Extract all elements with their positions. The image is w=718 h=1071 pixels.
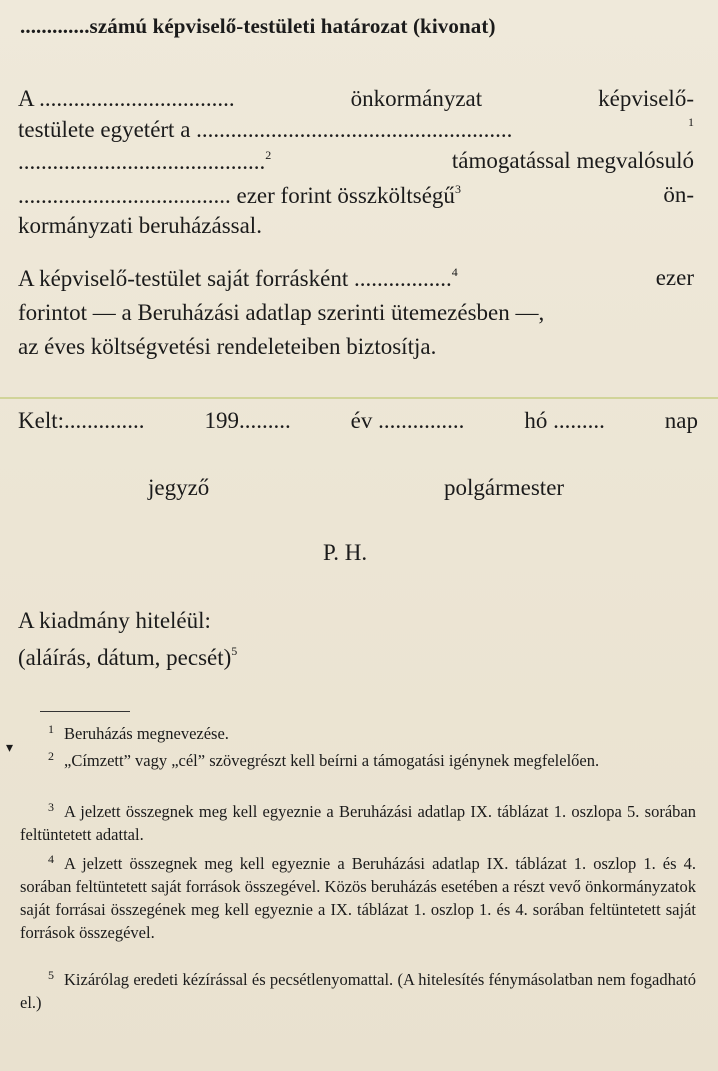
- footnote-ref-3: 3: [454, 182, 461, 196]
- date-line: [18, 408, 698, 434]
- footnote-1: [48, 718, 688, 745]
- date-year: 199.........: [204, 408, 291, 433]
- footnote-2-text: „Címzett” vagy „cél” szövegrészt kell beírni a támogatási igénynek megfelelően.: [64, 751, 600, 770]
- para1-line1: [18, 86, 694, 112]
- para1-line4-part-b: ön-: [663, 182, 694, 207]
- para2-line1: [18, 265, 694, 292]
- para2-line2: forintot — a Beruházási adatlap szerinti ütemezésben —,: [18, 300, 545, 325]
- para2-line3: az éves költségvetési rendeleteiben biztosítja.: [18, 334, 437, 359]
- footnote-4-text: A jelzett összegnek meg kell egyeznie a Beruházási adatlap IX. táblázat 1. oszlop 1. és 4. sorában feltüntetett saját források összegével. Közös beruházás esetében a részt vevő önkormányzatok saját forrásai összegének meg kell egyeznie a IX. táblázat 1. oszlop 1. és 4. sorában feltüntetett saját források összegével.: [20, 854, 696, 942]
- signature-mayor: polgármester: [444, 475, 565, 500]
- date-nap: nap: [664, 408, 698, 433]
- footnote-ref-4: 4: [451, 265, 458, 279]
- para1-line1-part-c: képviselő-: [598, 86, 694, 111]
- date-ho: hó .........: [524, 408, 605, 433]
- para1-line3: [18, 148, 694, 175]
- document-heading: .............számú képviselő-testületi határozat (kivonat): [20, 14, 496, 38]
- footnote-1-text: Beruházás megnevezése.: [64, 724, 229, 743]
- footnote-rule: [40, 711, 130, 712]
- footnote-4-number: 4: [48, 852, 54, 866]
- date-kelt: Kelt:..............: [18, 408, 145, 433]
- para1-line5: kormányzati beruházással.: [18, 213, 262, 238]
- footnote-ref-2: 2: [265, 148, 272, 162]
- footnote-1-number: 1: [48, 722, 54, 736]
- footnote-ref-5: 5: [231, 644, 238, 658]
- stamp-placeholder: P. H.: [323, 540, 368, 565]
- date-ev: év ...............: [350, 408, 465, 433]
- footnote-2-number: 2: [48, 749, 54, 763]
- footnote-4: [20, 848, 696, 944]
- authentication-detail: (aláírás, dátum, pecsét)$^5$: [18, 644, 238, 670]
- footnote-5: [20, 964, 696, 1014]
- para1-line3-part-b: támogatással megvalósuló: [451, 148, 694, 173]
- separator-line: [0, 397, 718, 399]
- authentication-heading: A kiadmány hiteléül:: [18, 608, 211, 633]
- para2-line1-part-b: ezer: [655, 265, 694, 290]
- footnote-ref-1: 1: [688, 115, 694, 129]
- para2-line1-part-a: A képviselő-testület saját forrásként .................$^4$: [18, 265, 458, 291]
- footnote-3: [20, 796, 696, 846]
- para1-line4: [18, 182, 694, 209]
- signature-notary: jegyző: [148, 475, 210, 500]
- footnote-3-number: 3: [48, 800, 54, 814]
- footnote-5-number: 5: [48, 968, 54, 982]
- para1-line2-text: testülete egyetért a .......................................................: [18, 117, 513, 142]
- para1-line3-part-a: ...........................................$^2$: [18, 148, 272, 174]
- para1-line1-part-a: A ..................................: [18, 86, 235, 111]
- para1-line2: [18, 117, 694, 143]
- margin-mark: ▾: [6, 741, 14, 756]
- para1-line4-part-a: ..................................... ezer forint összköltségű$^3$: [18, 182, 461, 208]
- footnote-5-text: Kizárólag eredeti kézírással és pecsétlenyomattal. (A hitelesítés fénymásolatban nem fogadható el.): [20, 970, 696, 1012]
- footnote-2: [20, 745, 696, 772]
- footnote-3-text: A jelzett összegnek meg kell egyeznie a Beruházási adatlap IX. táblázat 1. oszlopa 5. sorában feltüntetett adattal.: [20, 802, 696, 844]
- para1-line1-part-b: önkormányzat: [350, 86, 483, 111]
